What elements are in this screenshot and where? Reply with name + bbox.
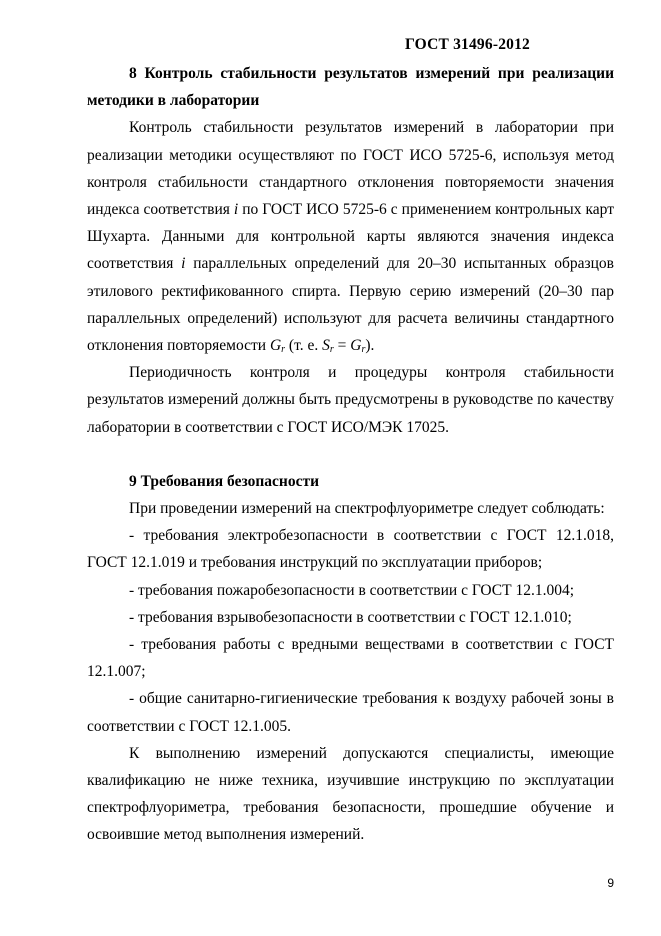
section-spacer — [87, 441, 614, 468]
text: параллельных определений для 20–30 испытанных образцов этилового ректификованного спирта. Первую серию измерений (20–30 пар параллельных определений) используют для расчета величины стандартного отклонения повторяемости — [87, 255, 614, 355]
text: (т. е. — [285, 337, 323, 355]
page-number: 9 — [607, 876, 614, 890]
requirement-item: - требования пожаробезопасности в соответствии с ГОСТ 12.1.004; — [129, 581, 575, 599]
requirement-item: - требования взрывобезопасности в соответствии с ГОСТ 12.1.010; — [129, 608, 572, 626]
s-subscript: r — [329, 344, 334, 356]
text: ). — [365, 337, 375, 355]
g-subscript: r — [281, 344, 286, 356]
section-8-paragraph-2: Периодичность контроля и процедуры контроля стабильности результатов измерений должны быть предусмотрены в руководстве по качеству лаборатории в соответствии с ГОСТ ИСО/МЭК 17025. — [87, 364, 614, 436]
text: Контроль стабильности результатов измерений в лаборатории при реализации методики осуществляют по ГОСТ ИСО 5725-6, используя метод контроля стабильности стандартного отклонения повторяемости значения индекса соответствия — [87, 119, 614, 219]
page-content — [87, 60, 614, 849]
g-symbol: G — [350, 337, 362, 355]
section-9-closing: К выполнению измерений допускаются специалисты, имеющие квалификацию не ниже техника, изучившие инструкцию по эксплуатации спектрофлуориметра, требования безопасности, прошедшие обучение и освоившие метод выполнения измерений. — [87, 744, 614, 844]
g-symbol: G — [269, 337, 282, 355]
section-9-heading: 9 Требования безопасности — [129, 472, 320, 490]
requirement-item: - требования работы с вредными веществами в соответствии с ГОСТ 12.1.007; — [87, 636, 614, 681]
text: = — [333, 337, 351, 355]
index-symbol: i — [233, 201, 239, 219]
requirement-item: - общие санитарно-гигиенические требования к воздуху рабочей зоны в соответствии с ГОСТ 12.1.005. — [87, 690, 614, 735]
requirement-item: - требования электробезопасности в соответствии с ГОСТ 12.1.018, ГОСТ 12.1.019 и требования инструкций по эксплуатации приборов; — [87, 527, 614, 572]
document-code: ГОСТ 31496-2012 — [404, 36, 530, 53]
text: по ГОСТ ИСО 5725-6 с применением контрольных карт Шухарта. Данными для контрольной карты являются значения индекса соответствия — [87, 201, 614, 273]
section-9-intro: При проведении измерений на спектрофлуориметре следует соблюдать: — [129, 500, 605, 518]
s-symbol: S — [322, 337, 330, 355]
section-8-heading: 8 Контроль стабильности результатов измерений при реализации методики в лаборатории — [87, 65, 614, 110]
section-8-paragraph-1 — [87, 114, 614, 359]
g-subscript: r — [361, 344, 366, 356]
index-symbol: i — [181, 255, 186, 273]
